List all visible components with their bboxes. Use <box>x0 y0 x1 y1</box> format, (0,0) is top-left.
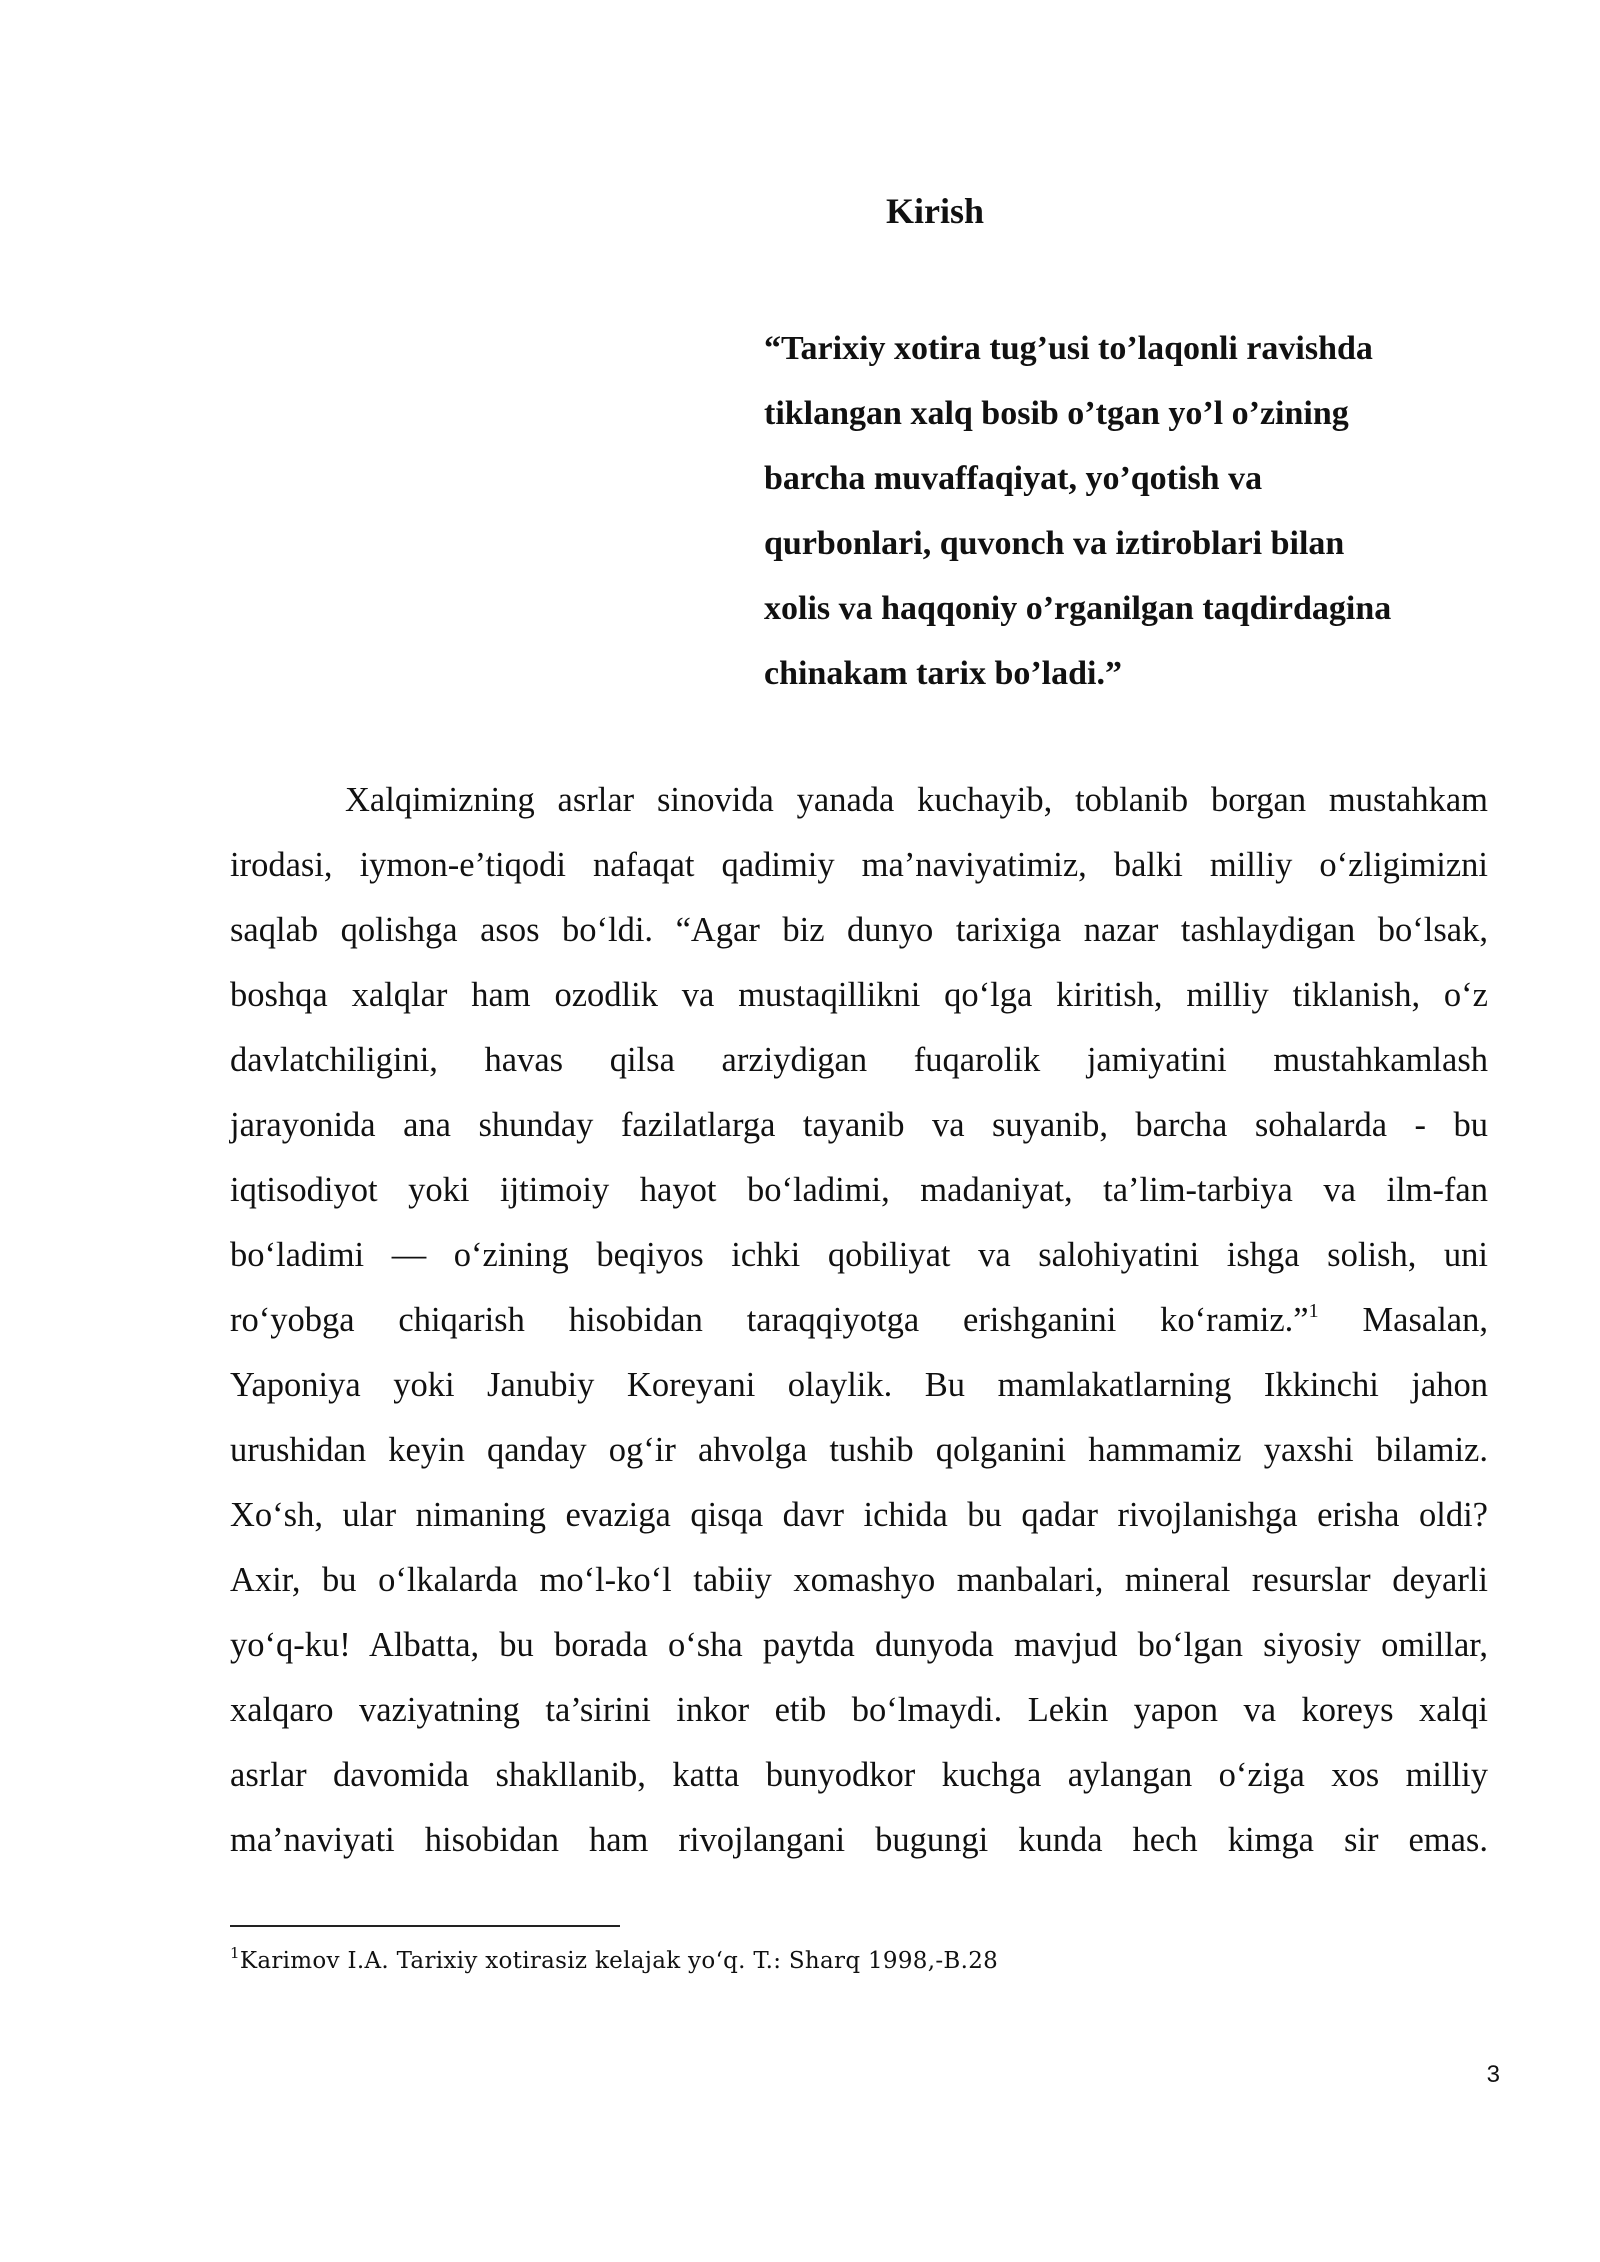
body-line-text: ro‘yobga chiqarish hisobidan taraqqiyotga erishganini ko‘ramiz.” <box>230 1301 1309 1339</box>
epigraph-line: barcha muvaffaqiyat, yo’qotish va <box>764 460 1263 497</box>
body-line: irodasi, iymon-e’tiqodi nafaqat qadimiy ma’naviyatimiz, balki milliy o‘zligimizni <box>230 846 1488 884</box>
body-line: iqtisodiyot yoki ijtimoiy hayot bo‘ladimi, madaniyat, ta’lim-tarbiya va ilm-fan <box>230 1171 1488 1209</box>
page-title: Kirish <box>885 191 984 231</box>
body-line: yo‘q-ku! Albatta, bu borada o‘sha paytda dunyoda mavjud bo‘lgan siyosiy omillar, <box>230 1626 1488 1664</box>
page-number: 3 <box>1486 2061 1500 2088</box>
body-paragraph <box>230 768 1488 1873</box>
body-line: Axir, bu o‘lkalarda mo‘l-ko‘l tabiiy xomashyo manbalari, mineral resurslar deyarli <box>230 1561 1488 1599</box>
body-line: boshqa xalqlar ham ozodlik va mustaqillikni qo‘lga kiritish, milliy tiklanish, o‘z <box>230 976 1488 1014</box>
body-line: Yaponiya yoki Janubiy Koreyani olaylik. Bu mamlakatlarning Ikkinchi jahon <box>230 1366 1488 1404</box>
body-line: ma’naviyati hisobidan ham rivojlangani bugungi kunda hech kimga sir emas. <box>230 1821 1488 1859</box>
epigraph-line: qurbonlari, quvonch va iztiroblari bilan <box>764 525 1345 562</box>
body-line-with-footnote-ref <box>230 1288 1488 1353</box>
body-line: jarayonida ana shunday fazilatlarga tayanib va suyanib, barcha sohalarda - bu <box>230 1106 1488 1144</box>
epigraph-quote <box>764 316 1524 706</box>
body-line: bo‘ladimi — o‘zining beqiyos ichki qobiliyat va salohiyatini ishga solish, uni <box>230 1236 1488 1274</box>
body-line-continuation: Masalan, <box>1362 1301 1488 1339</box>
body-line: urushidan keyin qanday og‘ir ahvolga tushib qolganini hammamiz yaxshi bilamiz. <box>230 1431 1488 1469</box>
body-line: asrlar davomida shakllanib, katta bunyodkor kuchga aylangan o‘ziga xos milliy <box>230 1756 1488 1794</box>
body-line: xalqaro vaziyatning ta’sirini inkor etib bo‘lmaydi. Lekin yapon va koreys xalqi <box>230 1691 1488 1729</box>
epigraph-line: chinakam tarix bo’ladi.” <box>764 655 1122 692</box>
epigraph-line: tiklangan xalq bosib o’tgan yo’l o’zining <box>764 395 1349 432</box>
footnote-marker: 1 <box>230 1944 240 1962</box>
body-line: Xo‘sh, ular nimaning evaziga qisqa davr ichida bu qadar rivojlanishga erisha oldi? <box>230 1496 1488 1534</box>
footnote-divider <box>230 1925 620 1927</box>
epigraph-line: xolis va haqqoniy o’rganilgan taqdirdagina <box>764 590 1392 627</box>
body-line: davlatchiligini, havas qilsa arziydigan fuqarolik jamiyatini mustahkamlash <box>230 1041 1488 1079</box>
footnote-text: Karimov I.A. Tarixiy xotirasiz kelajak yo‘q. T.: Sharq 1998,-B.28 <box>239 1948 999 1974</box>
epigraph-line: “Tarixiy xotira tug’usi to’laqonli ravishda <box>764 330 1373 367</box>
body-line: saqlab qolishga asos bo‘ldi. “Agar biz dunyo tarixiga nazar tashlaydigan bo‘lsak, <box>230 911 1488 949</box>
footnote-reference[interactable]: 1 <box>1308 1300 1319 1322</box>
body-line: Xalqimizning asrlar sinovida yanada kuchayib, toblanib borgan mustahkam <box>345 781 1488 819</box>
footnote <box>230 1944 1430 1978</box>
